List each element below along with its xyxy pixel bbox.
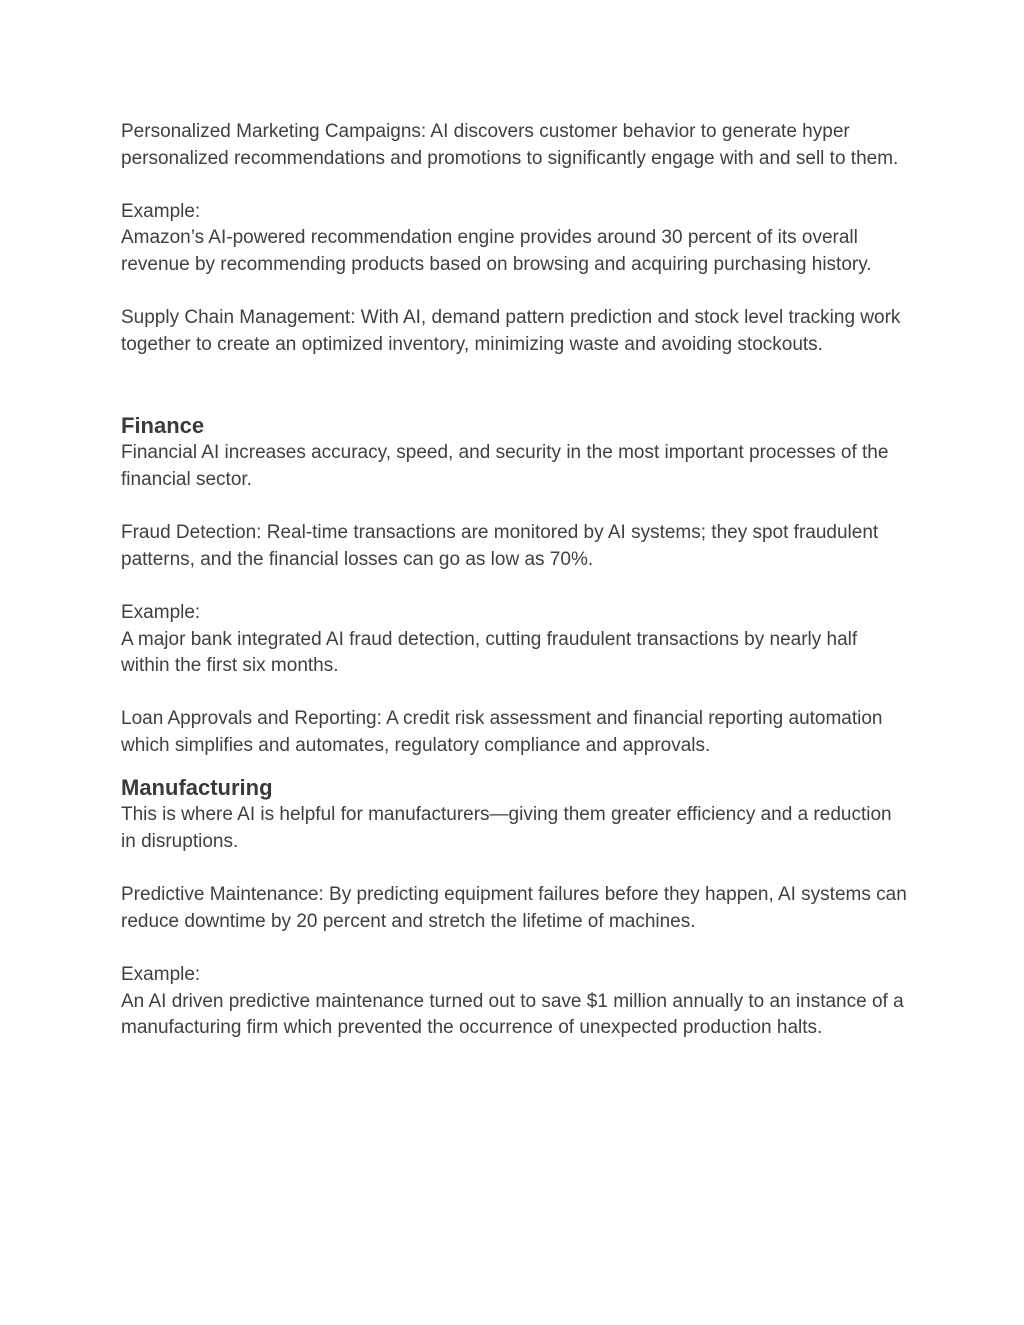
finance-intro: Financial AI increases accuracy, speed, and security in the most important processes of the financial sector. (121, 442, 889, 490)
example-label: Example: (121, 200, 201, 222)
example-paragraph: An AI driven predictive maintenance turned out to save $1 million annually to an instance of a manufacturing firm which prevented the occurrence of unexpected production halts. (121, 990, 904, 1039)
example-label: Example: (121, 601, 201, 623)
fraud-detection-paragraph: Fraud Detection: Real-time transactions are monitored by AI systems; they spot fraudulent patterns, and the financial losses can go as low as 70%. (121, 522, 879, 570)
example-paragraph: Amazon’s AI-powered recommendation engine provides around 30 percent of its overall revenue by recommending products based on browsing and acquiring purchasing history. (121, 227, 872, 275)
finance-heading: Finance (121, 413, 205, 439)
document-page (121, 119, 911, 1042)
example-paragraph: A major bank integrated AI fraud detection, cutting fraudulent transactions by nearly half within the first six months. (121, 628, 858, 677)
manufacturing-heading: Manufacturing (121, 775, 273, 801)
loan-approvals-paragraph: Loan Approvals and Reporting: A credit risk assessment and financial reporting automation which simplifies and automates, regulatory compliance and approvals. (121, 708, 883, 756)
predictive-maintenance-paragraph: Predictive Maintenance: By predicting equipment failures before they happen, AI systems can reduce downtime by 20 percent and stretch the lifetime of machines. (121, 884, 907, 932)
marketing-paragraph: Personalized Marketing Campaigns: AI discovers customer behavior to generate hyper personalized recommendations and promotions to significantly engage with and sell to them. (121, 121, 899, 169)
example-label: Example: (121, 964, 201, 986)
manufacturing-intro: This is where AI is helpful for manufacturers—giving them greater efficiency and a reduction in disruptions. (121, 804, 892, 853)
supply-chain-paragraph: Supply Chain Management: With AI, demand pattern prediction and stock level tracking work together to create an optimized inventory, minimizing waste and avoiding stockouts. (121, 307, 901, 355)
